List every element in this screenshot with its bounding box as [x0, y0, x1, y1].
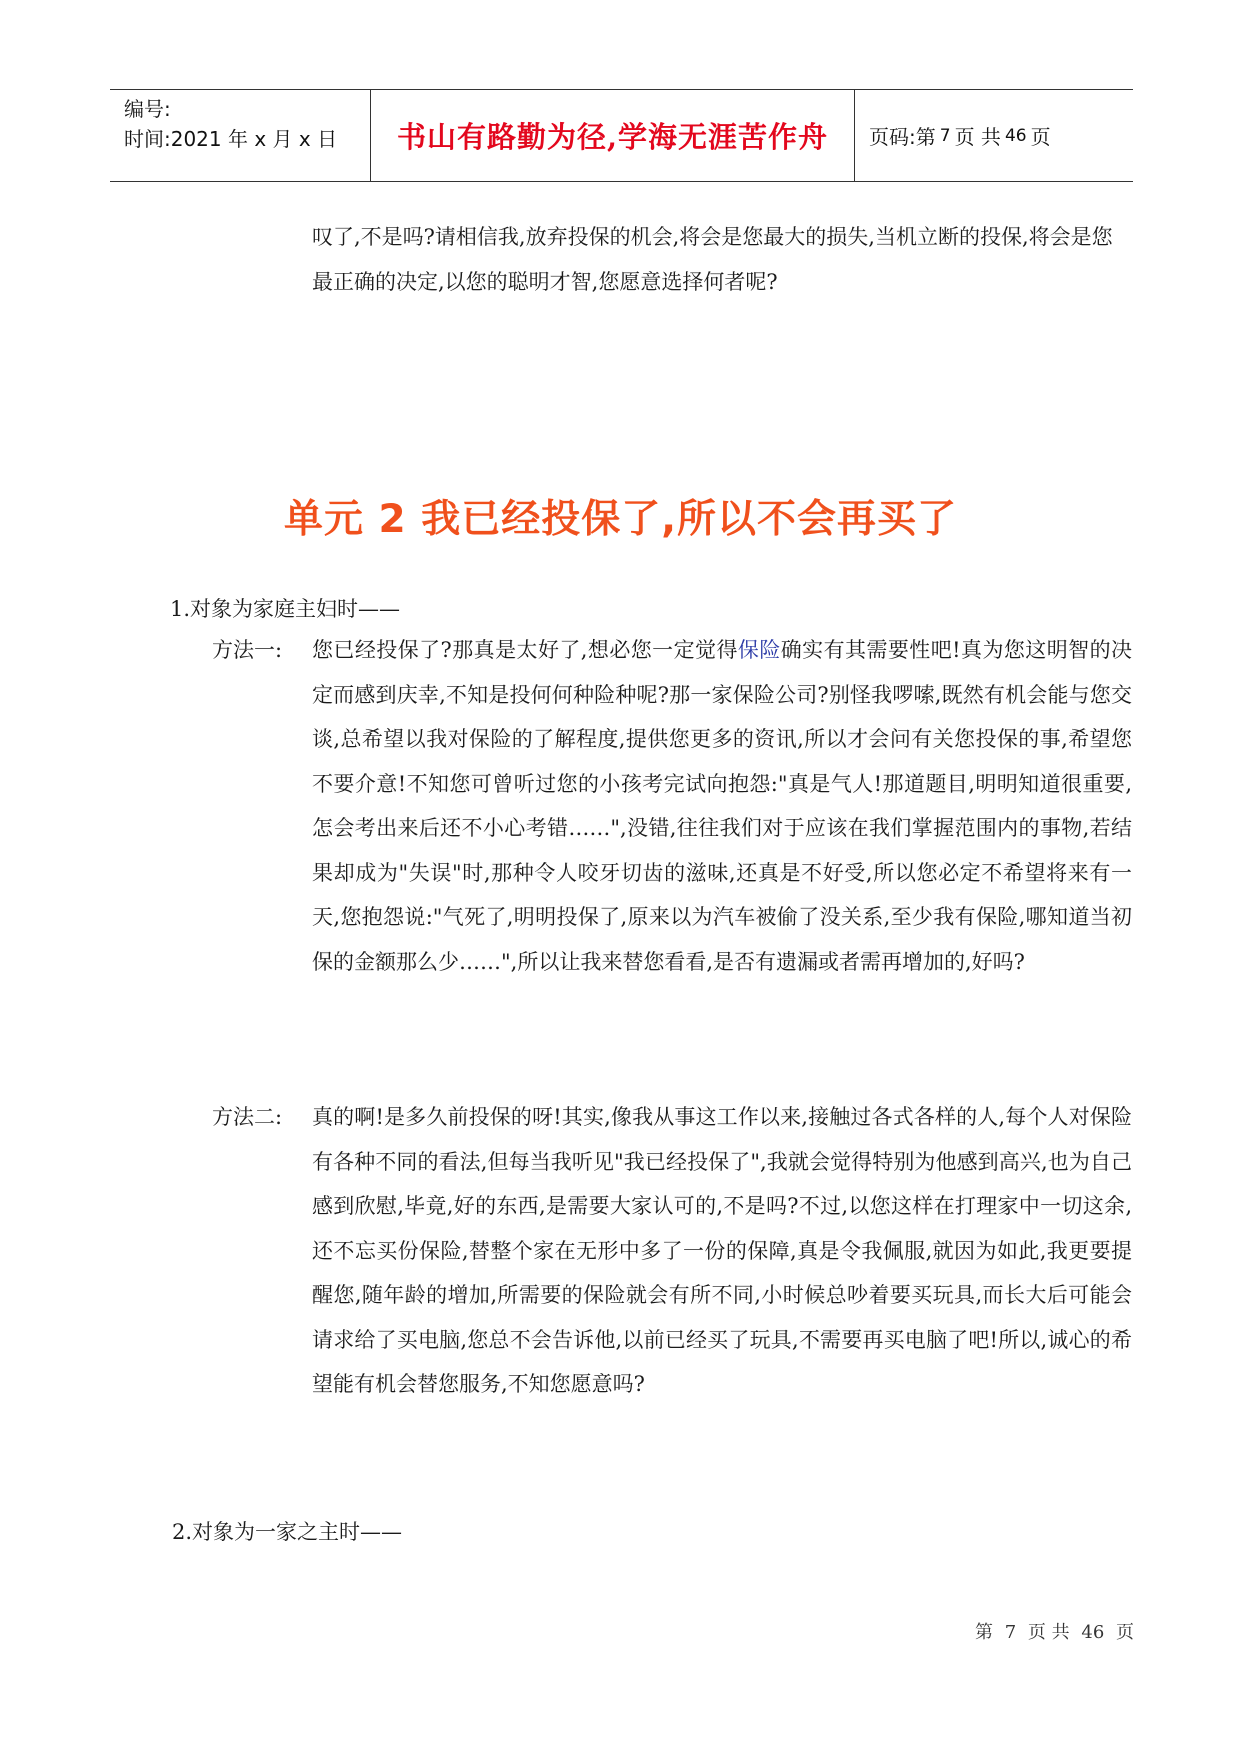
section-2-title: 2.对象为一家之主时—— [172, 1520, 403, 1544]
footer-suffix: 页 [1116, 1622, 1135, 1643]
header-motto: 书山有路勤为径,学海无涯苦作舟 [371, 90, 855, 181]
footer-current: 7 [1004, 1622, 1017, 1643]
page-total: 46 [1004, 125, 1027, 146]
page-end: 页 [1030, 125, 1051, 149]
method-1-text-start: 您已经投保了?那真是太好了,想必您一定觉得 [312, 638, 738, 662]
header-meta-cell [110, 90, 371, 181]
page-label: 页码:第 [869, 125, 936, 149]
method-1 [212, 628, 1142, 984]
page-mid: 页 共 [954, 125, 1001, 149]
document-header [110, 89, 1133, 182]
method-1-text-rest: 确实有其需要性吧!真为您这明智的决定而感到庆幸,不知是投何何种险种呢?那一家保险公司?别怪我啰嗦,既然有机会能与您交谈,总希望以我对保险的了解程度,提供您更多的资讯,所以才会问有关您投保的事,希望您不要介意!不知您可曾听过您的小孩考完试向抱怨:"真是气人!那道题目,明明知道很重要,怎会考出来后还不小心考错……",没错,往往我们对于应该在我们掌握范围内的事物,若结果却成为"失误"时,那种令人咬牙切齿的滋味,还真是不好受,所以您必定不希望将来有一天,您抱怨说:"气死了,明明投保了,原来以为汽车被偷了没关系,至少我有保险,哪知道当初保的金额那么少……",所以让我来替您看看,是否有遗漏或者需再增加的,好吗? [312, 638, 1133, 974]
method-2-label: 方法二: [212, 1105, 283, 1129]
time-label: 时间:2021 年 x 月 x 日 [124, 127, 338, 151]
page-current: 7 [939, 125, 951, 146]
section-1-title: 1.对象为家庭主妇时—— [170, 597, 401, 621]
intro-paragraph: 叹了,不是吗?请相信我,放弃投保的机会,将会是您最大的损失,当机立断的投保,将会是您最正确的决定,以您的聪明才智,您愿意选择何者呢? [312, 225, 1113, 294]
method-2-text: 真的啊!是多久前投保的呀!其实,像我从事这工作以来,接触过各式各样的人,每个人对保险有各种不同的看法,但每当我听见"我已经投保了",我就会觉得特别为他感到高兴,也为自己感到欣慰,毕竟,好的东西,是需要大家认可的,不是吗?不过,以您这样在打理家中一切这余,还不忘买份保险,替整个家在无形中多了一份的保障,真是令我佩服,就因为如此,我更要提醒您,随年龄的增加,所需要的保险就会有所不同,小时候总吵着要买玩具,而长大后可能会请求给了买电脑,您总不会告诉他,以前已经买了玩具,不需要再买电脑了吧!所以,诚心的希望能有机会替您服务,不知您愿意吗? [312, 1105, 1132, 1396]
method-1-text [312, 628, 1132, 984]
serial-label: 编号: [124, 97, 171, 121]
method-1-label: 方法一: [212, 638, 283, 662]
footer-total: 46 [1081, 1622, 1105, 1643]
footer-mid: 页 共 [1027, 1622, 1070, 1643]
page-footer [975, 1618, 1134, 1644]
header-page-info [855, 90, 1133, 181]
footer-prefix: 第 [975, 1622, 993, 1643]
unit-heading: 单元 2 我已经投保了,所以不会再买了 [283, 497, 958, 542]
method-2 [212, 1095, 1142, 1407]
insurance-link[interactable]: 保险 [737, 638, 781, 662]
